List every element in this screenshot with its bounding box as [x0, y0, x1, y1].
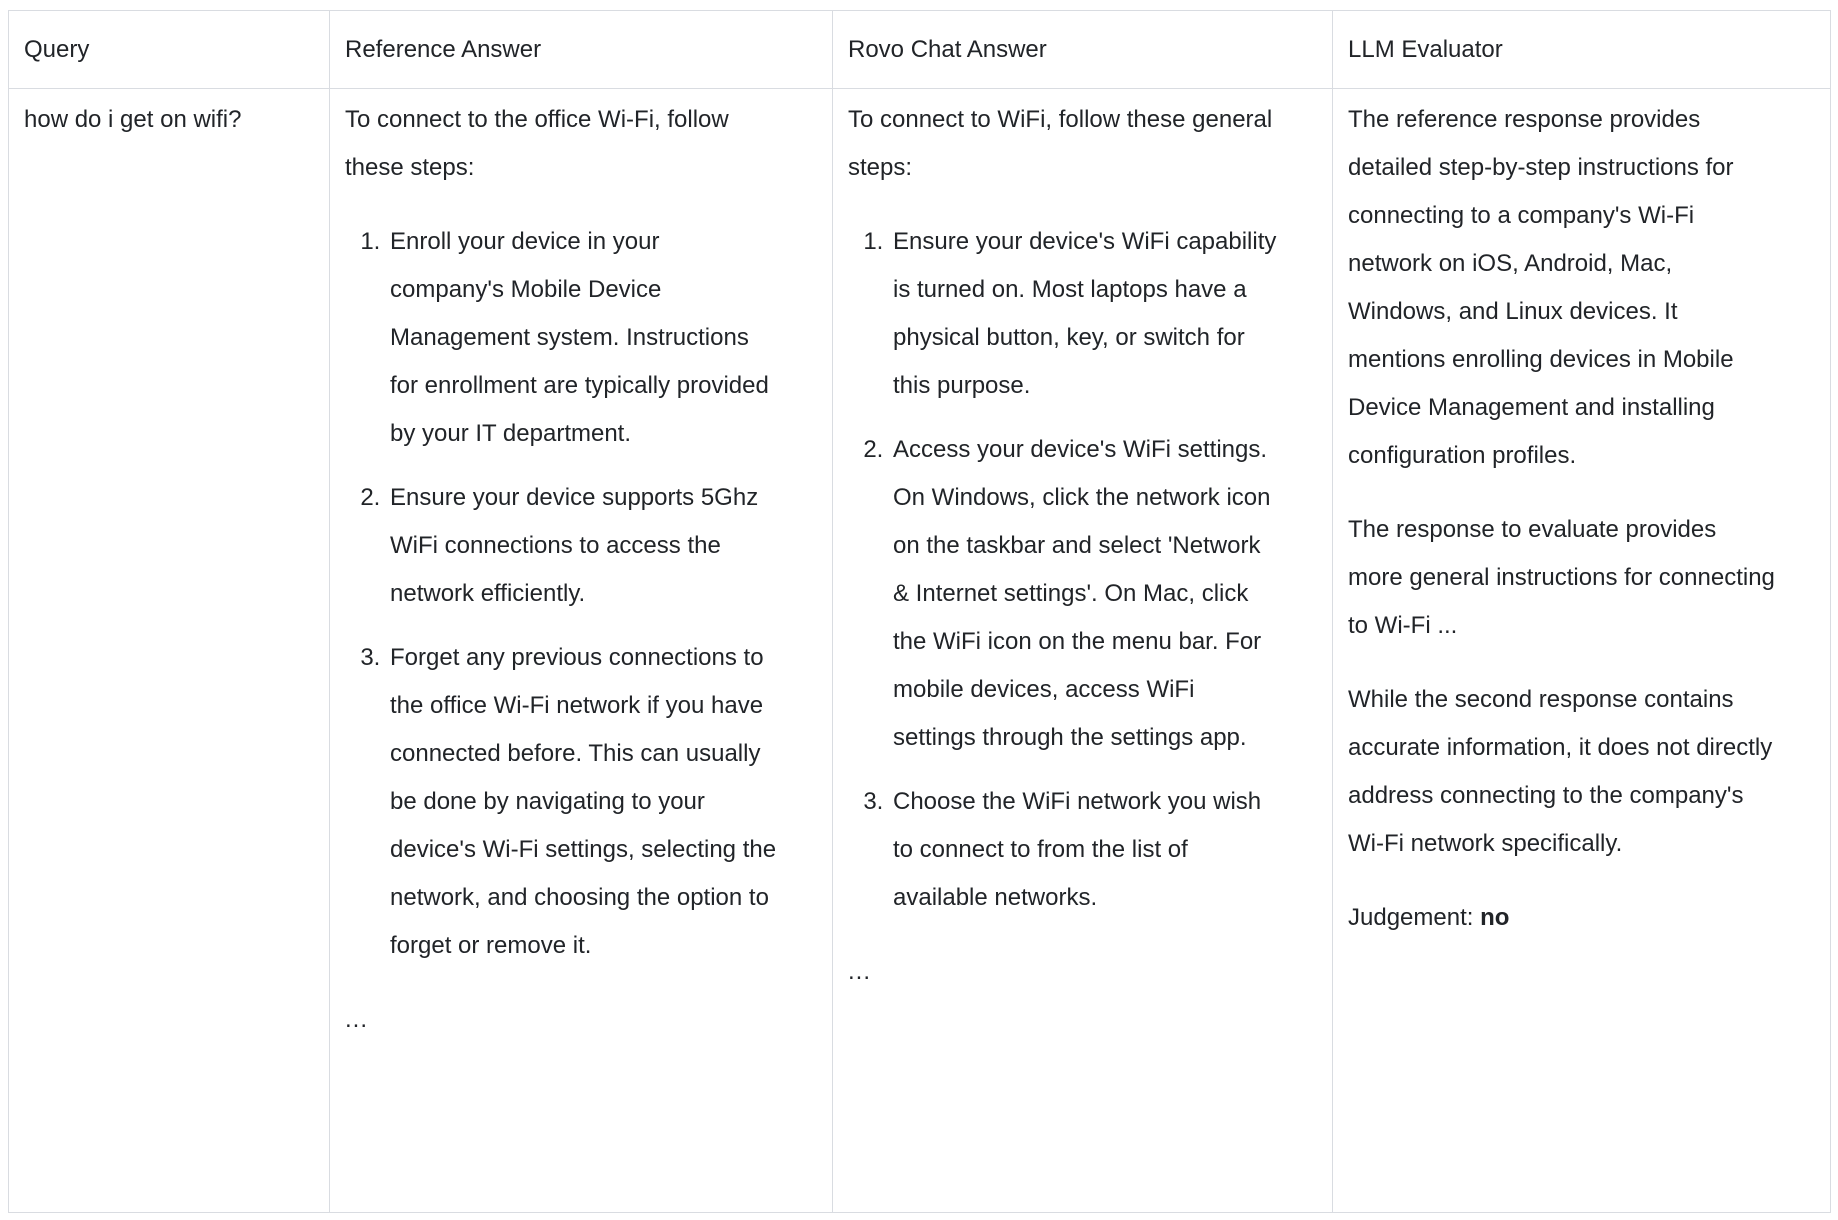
step-item: 2. Access your device's WiFi settings. On Windows, click the network icon on the taskbar and select 'Network & Internet settings'. On Mac, click the WiFi icon on the menu bar. For mobile devices, access WiFi settings through the settings app.: [890, 426, 1277, 762]
judgement-label: Judgement:: [1348, 904, 1481, 931]
column-header-reference-answer: Reference Answer: [330, 11, 833, 89]
column-header-query: Query: [9, 11, 330, 89]
evaluator-paragraph: While the second response contains accurate information, it does not directly address connecting to the company's Wi-Fi network specifically.: [1348, 686, 1773, 857]
judgement-line: [1348, 894, 1775, 942]
query-cell: [9, 89, 330, 1213]
judgement-value: no: [1480, 904, 1510, 931]
step-item: 3. Choose the WiFi network you wish to connect to from the list of available networks.: [890, 778, 1277, 922]
reference-answer-cell: [330, 89, 833, 1213]
column-header-rovo-chat-answer: Rovo Chat Answer: [833, 11, 1333, 89]
query-text: how do i get on wifi?: [24, 106, 242, 133]
step-item: 1. Ensure your device's WiFi capability is turned on. Most laptops have a physical button, key, or switch for this purpose.: [890, 218, 1277, 410]
step-item: 1. Enroll your device in your company's Mobile Device Management system. Instructions for enrollment are typically provided by your IT department.: [387, 218, 777, 458]
reference-answer-intro: To connect to the office Wi-Fi, follow these steps:: [345, 106, 729, 181]
rovo-chat-answer-cell: [833, 89, 1333, 1213]
step-item: 3. Forget any previous connections to the office Wi-Fi network if you have connected before. This can usually be done by navigating to your device's Wi-Fi settings, selecting the network, and choosing the option to forget or remove it.: [387, 634, 777, 970]
column-header-llm-evaluator: LLM Evaluator: [1333, 11, 1831, 89]
llm-evaluator-cell: [1333, 89, 1831, 1213]
evaluator-paragraph: The response to evaluate provides more general instructions for connecting to Wi-Fi ...: [1348, 516, 1775, 639]
rovo-chat-answer-intro: To connect to WiFi, follow these general steps:: [848, 106, 1273, 181]
evaluator-paragraph: The reference response provides detailed step-by-step instructions for connecting to a company's Wi-Fi network on iOS, Android, Mac, Windows, and Linux devices. It mentions enrolling devices in Mobile Device Management and installing configuration profiles.: [1348, 106, 1734, 469]
truncation-ellipsis: ...: [848, 958, 872, 985]
rovo-chat-answer-steps: [848, 218, 1277, 922]
truncation-ellipsis: ...: [345, 1006, 369, 1033]
reference-answer-steps: [345, 218, 777, 970]
table-row: [9, 89, 1831, 1213]
step-item: 2. Ensure your device supports 5Ghz WiFi connections to access the network efficiently.: [387, 474, 777, 618]
evaluation-table: [8, 10, 1831, 1213]
table-header-row: [9, 11, 1831, 89]
